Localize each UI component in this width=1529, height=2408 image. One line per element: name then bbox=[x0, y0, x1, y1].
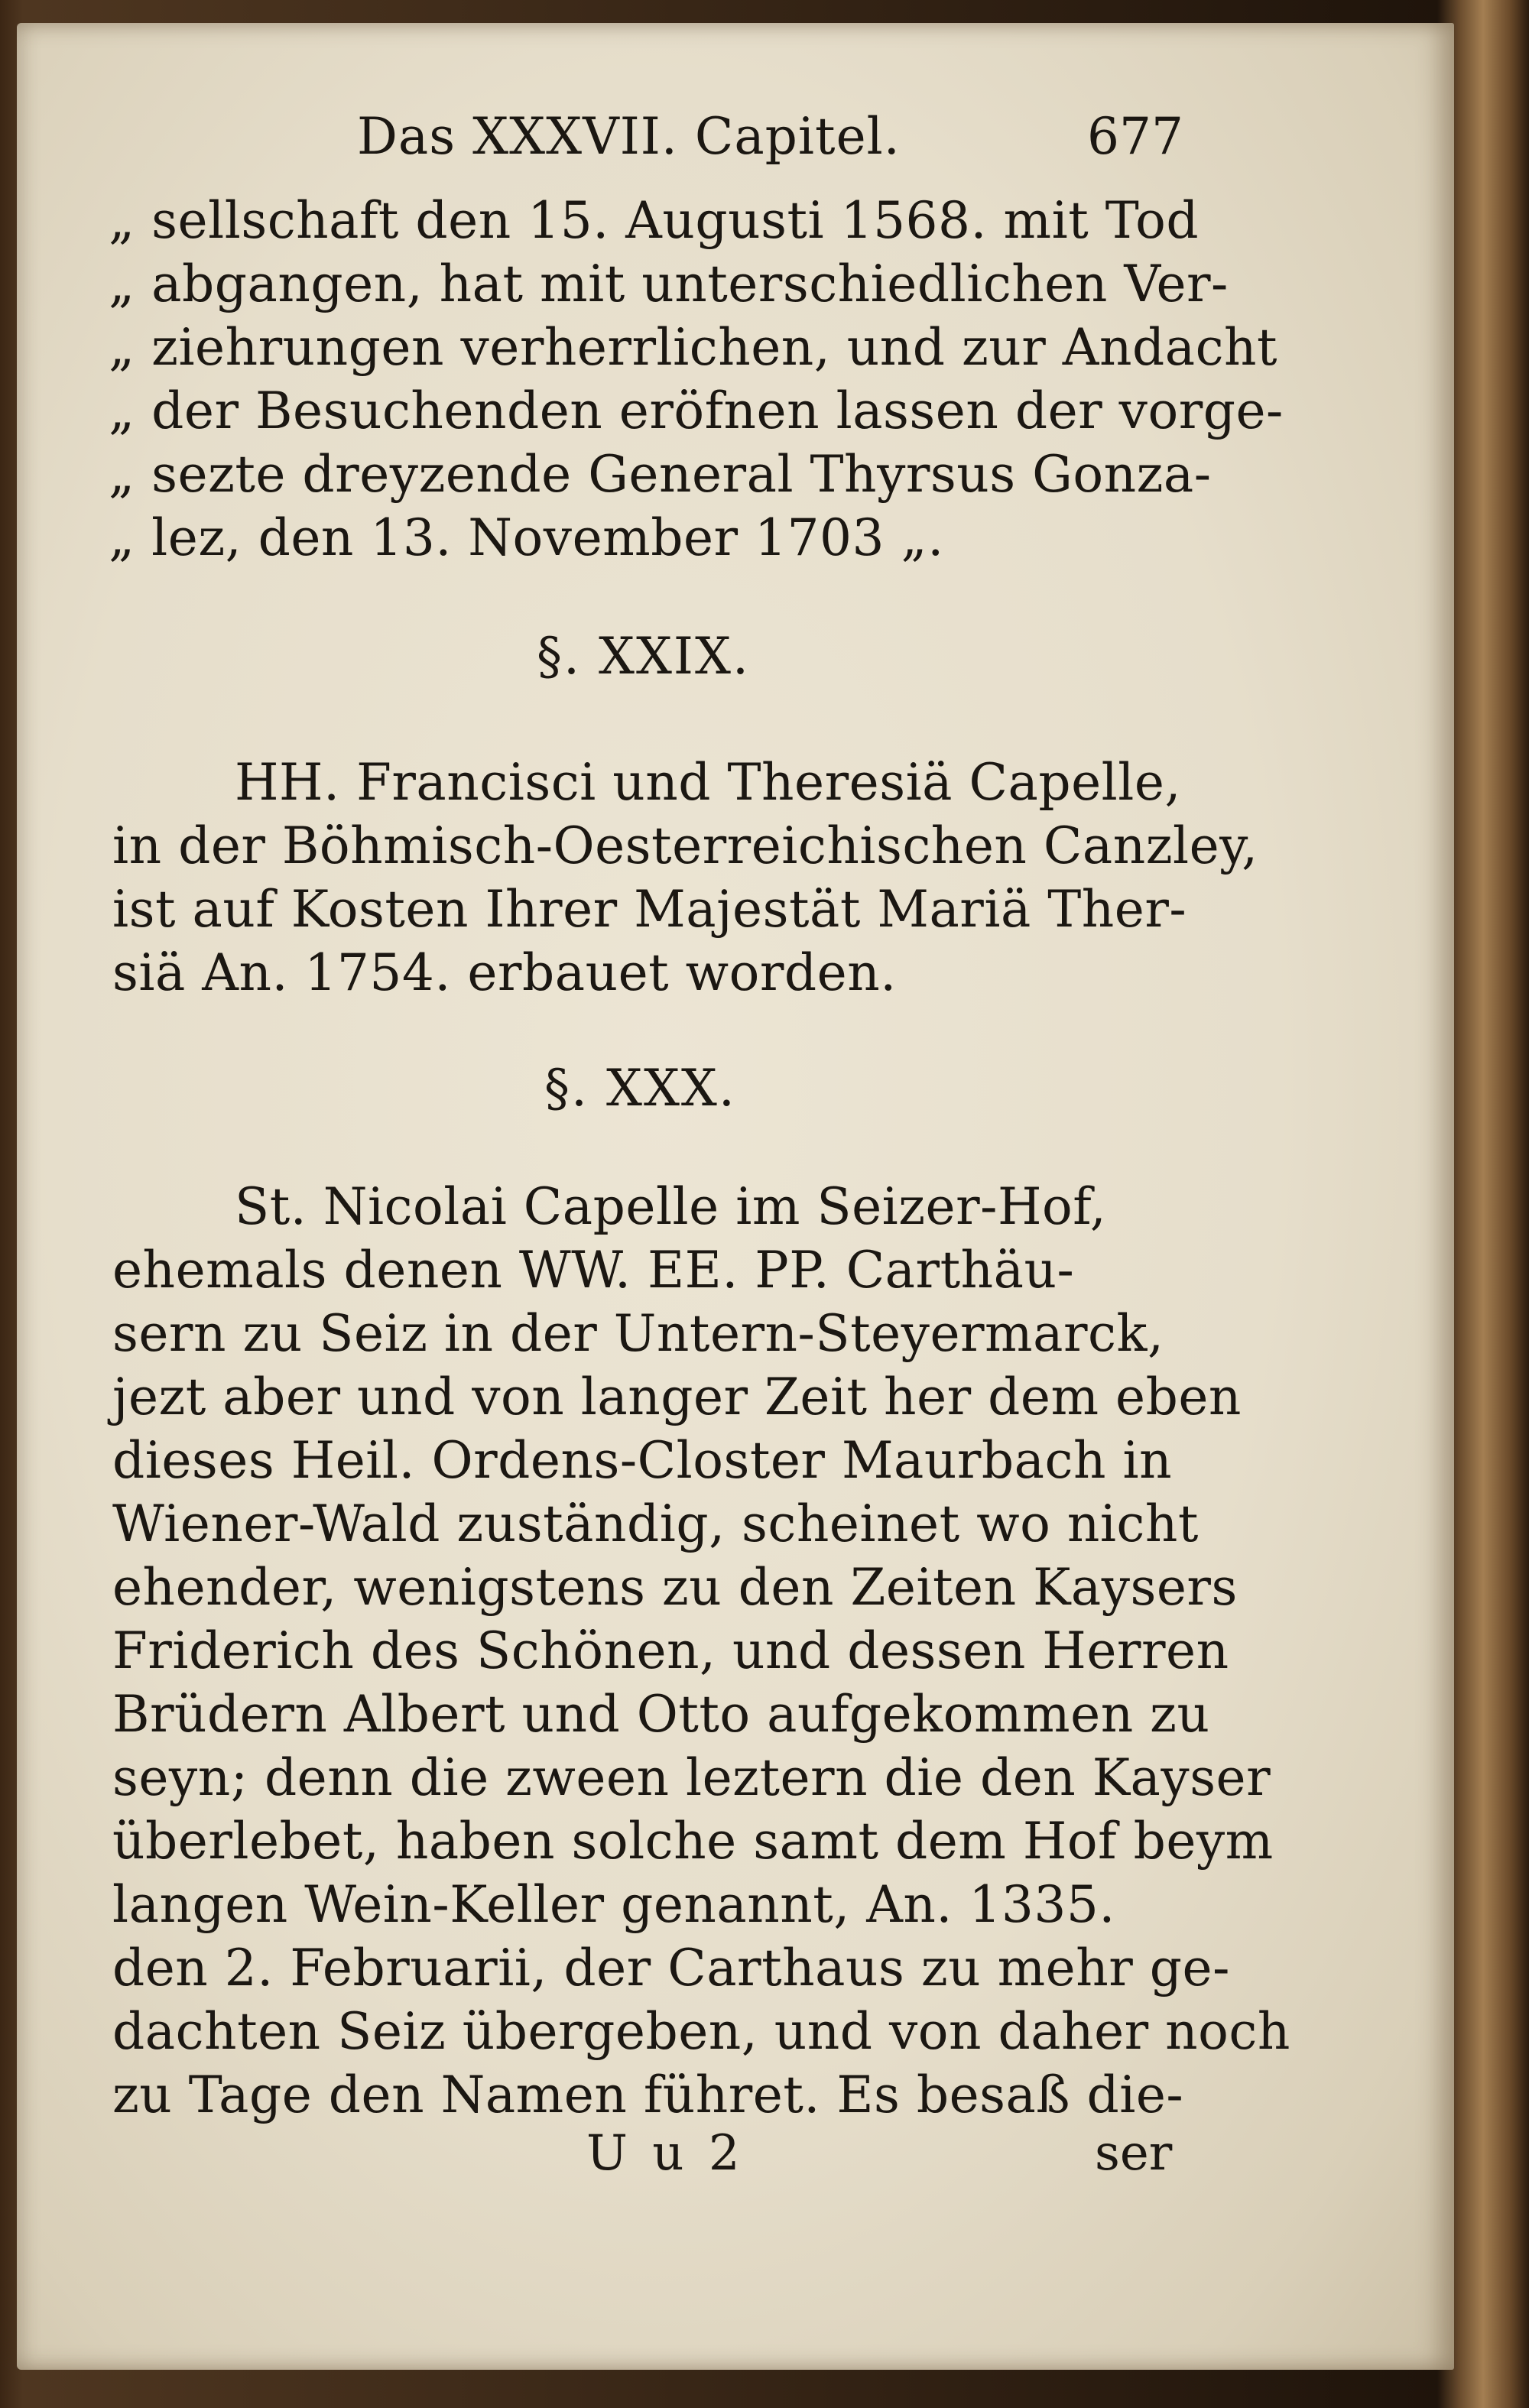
paragraph-line: siä An. 1754. erbauet worden. bbox=[112, 943, 897, 1002]
paragraph-line: dieses Heil. Ordens-Closter Maurbach in bbox=[112, 1431, 1173, 1490]
quote-line: „ abgangen, hat mit unterschiedlichen Ver- bbox=[109, 255, 1229, 313]
paragraph-line: überlebet, haben solche samt dem Hof beym bbox=[112, 1812, 1274, 1871]
paragraph-line: ehender, wenigstens zu den Zeiten Kaysers bbox=[112, 1558, 1238, 1617]
paragraph-line: HH. Francisci und Theresiä Capelle, bbox=[235, 753, 1181, 812]
section-heading-30: §. XXX. bbox=[544, 1059, 736, 1118]
book-page bbox=[17, 23, 1454, 2370]
paragraph-line: langen Wein-Keller genannt, An. 1335. bbox=[112, 1875, 1115, 1934]
running-header: Das XXXVII. Capitel. bbox=[357, 107, 901, 166]
paragraph-line: ist auf Kosten Ihrer Majestät Mariä Ther- bbox=[112, 880, 1187, 939]
quote-line: „ sellschaft den 15. Augusti 1568. mit Tod bbox=[109, 191, 1200, 250]
section-heading-29: §. XXIX. bbox=[537, 627, 750, 686]
paragraph-line: den 2. Februarii, der Carthaus zu mehr ge- bbox=[112, 1939, 1230, 1997]
paragraph-line: zu Tage den Namen führet. Es besaß die- bbox=[112, 2066, 1184, 2124]
quote-line: „ der Besuchenden eröfnen lassen der vorge- bbox=[109, 381, 1284, 440]
page-number: 677 bbox=[1087, 107, 1183, 166]
paragraph-line: ehemals denen WW. EE. PP. Carthäu- bbox=[112, 1241, 1075, 1300]
catchword: ser bbox=[1095, 2125, 1173, 2182]
paragraph-line: jezt aber und von langer Zeit her dem eben bbox=[112, 1368, 1242, 1426]
paragraph-line: St. Nicolai Capelle im Seizer-Hof, bbox=[235, 1177, 1107, 1236]
quote-line: „ sezte dreyzende General Thyrsus Gonza- bbox=[109, 445, 1212, 504]
quote-line: „ ziehrungen verherrlichen, und zur Andacht bbox=[109, 318, 1278, 377]
paragraph-line: sern zu Seiz in der Untern-Steyermarck, bbox=[112, 1304, 1164, 1363]
paragraph-line: Wiener-Wald zuständig, scheinet wo nicht bbox=[112, 1494, 1199, 1553]
paragraph-line: seyn; denn die zween leztern die den Kayser bbox=[112, 1748, 1271, 1807]
paragraph-line: Brüdern Albert und Otto aufgekommen zu bbox=[112, 1685, 1210, 1744]
quote-line: „ lez, den 13. November 1703 „. bbox=[109, 508, 944, 567]
paragraph-line: in der Böhmisch-Oesterreichischen Canzley, bbox=[112, 816, 1258, 875]
signature-mark: U u 2 bbox=[586, 2125, 745, 2182]
paragraph-line: Friderich des Schönen, und dessen Herren bbox=[112, 1621, 1229, 1680]
paragraph-line: dachten Seiz übergeben, und von daher noch bbox=[112, 2002, 1290, 2061]
